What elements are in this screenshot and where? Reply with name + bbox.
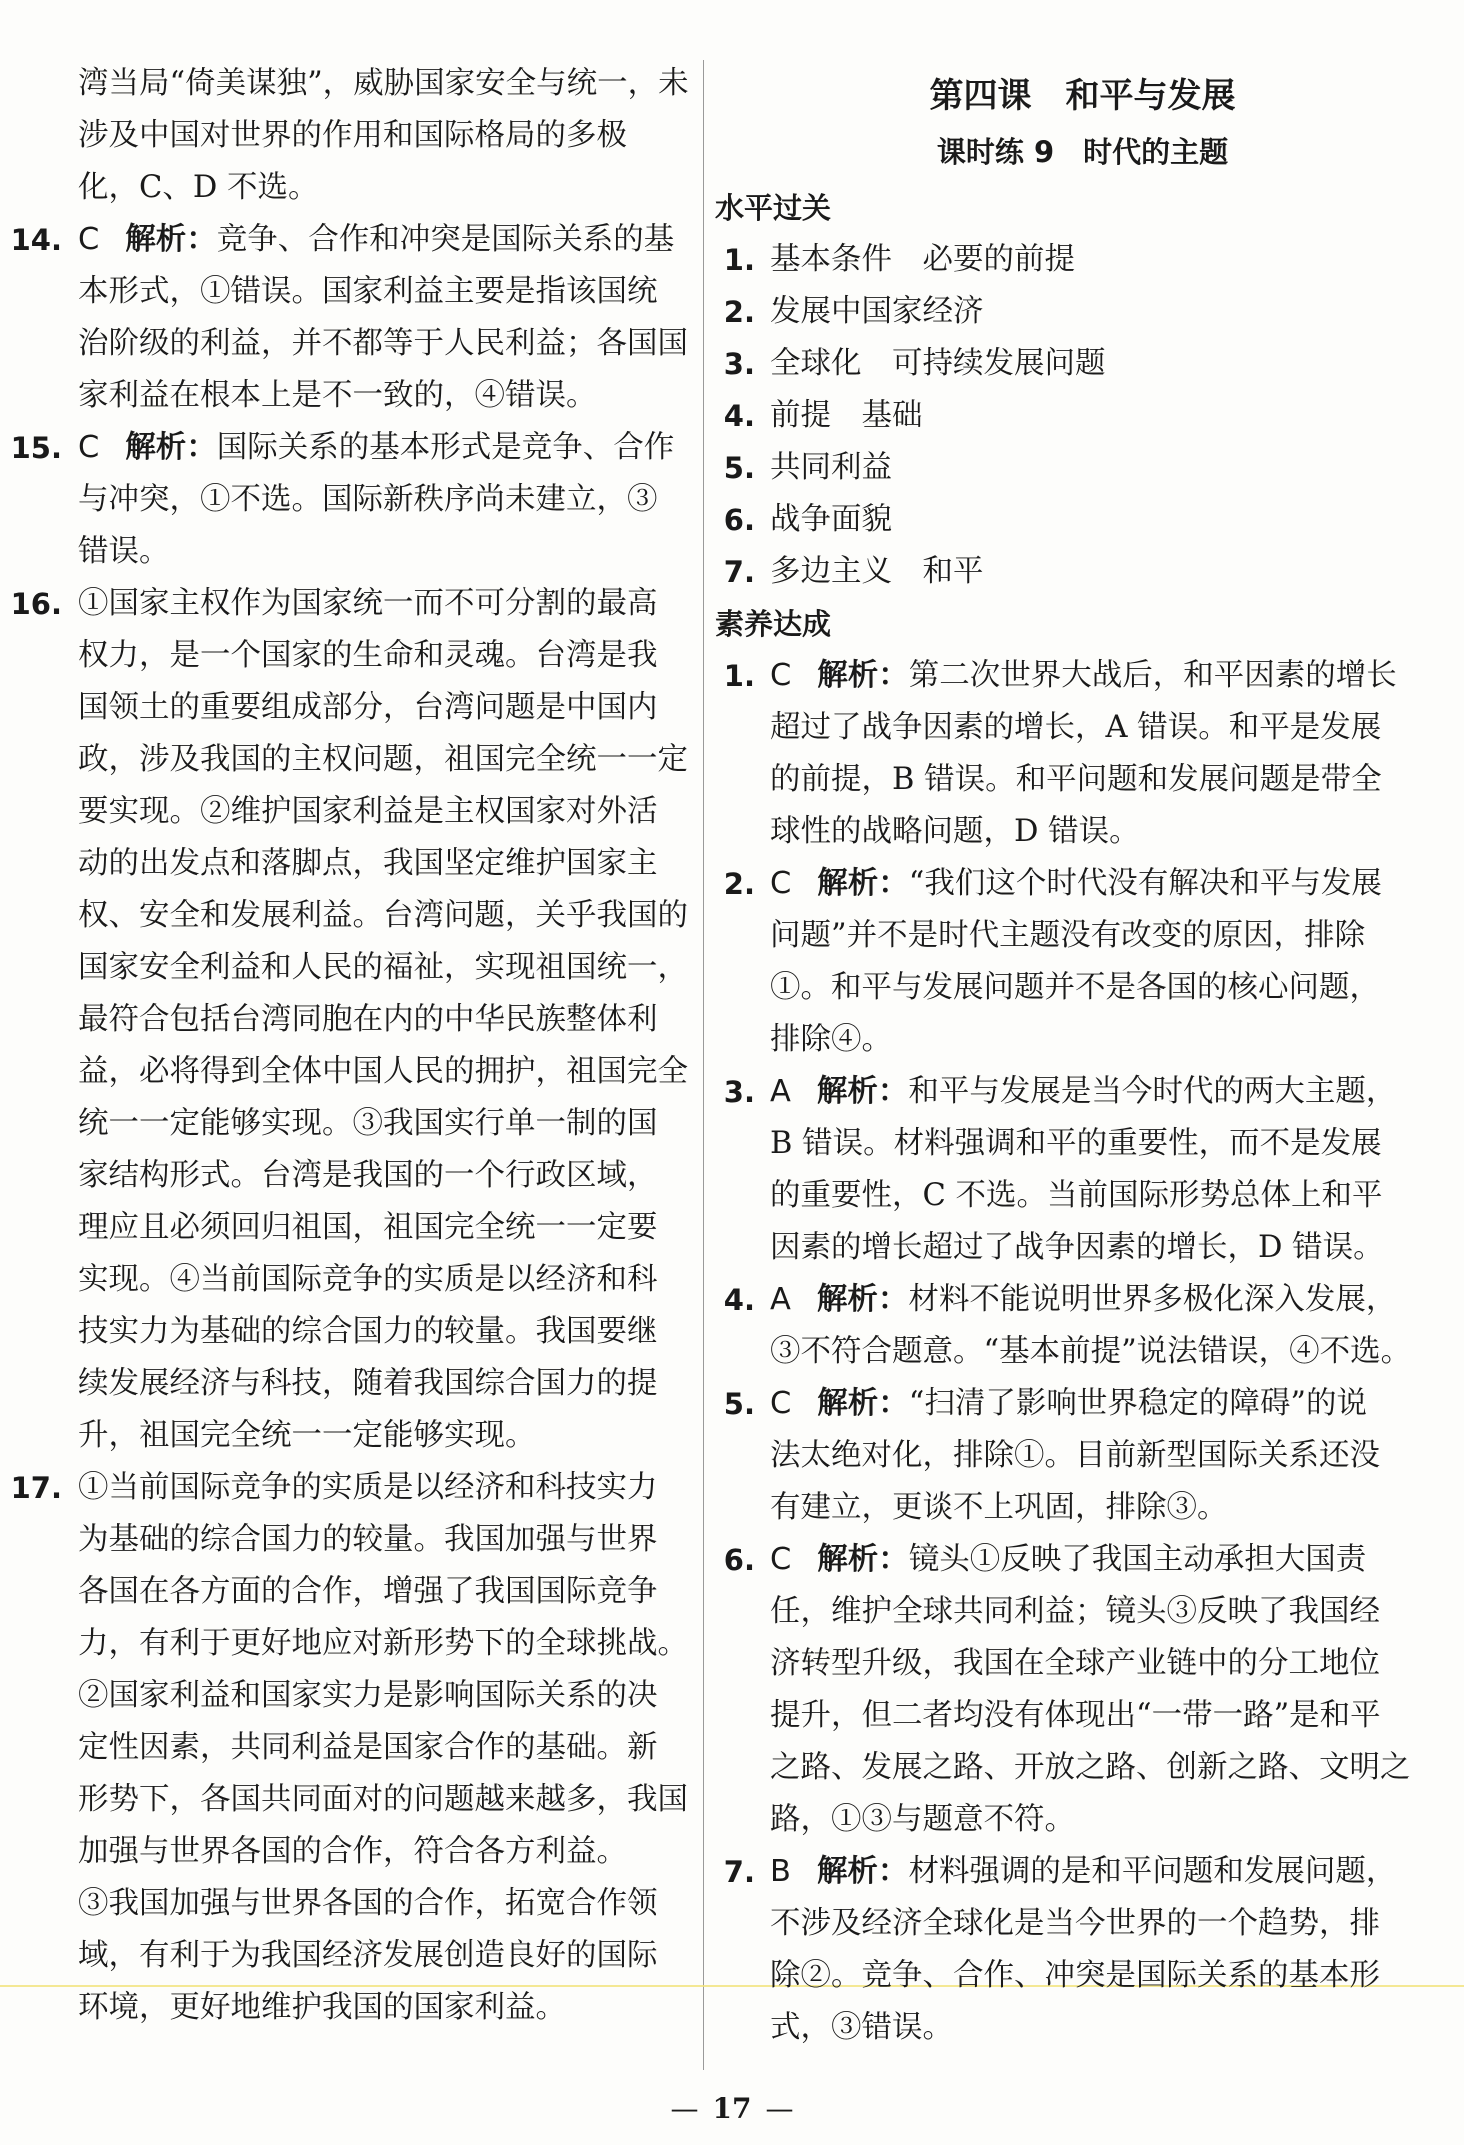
answer-choice: C <box>770 866 792 901</box>
text-line: ①当前国际竞争的实质是以经济和科技实力 <box>78 1470 658 1505</box>
text-line: 为基础的综合国力的较量。我国加强与世界 <box>78 1522 658 1557</box>
answer-item <box>0 214 690 422</box>
answer-item <box>715 1378 1450 1534</box>
right-column <box>715 58 1450 2054</box>
text-line: 理应且必须回归祖国，祖国完全统一一定要 <box>78 1210 658 1245</box>
text-line: 错误。 <box>78 534 170 569</box>
text-line: 域，有利于为我国经济发展创造良好的国际 <box>78 1938 658 1973</box>
analysis-label: 解析： <box>816 1282 909 1317</box>
item-number: 1. <box>723 659 755 693</box>
text-line: 路，①③与题意不符。 <box>770 1802 1075 1837</box>
text-line: 权力，是一个国家的生命和灵魂。台湾是我 <box>78 638 658 673</box>
answer-item <box>715 1274 1450 1378</box>
text-line: 治阶级的利益，并不都等于人民利益；各国国 <box>78 326 688 361</box>
text-line: “扫清了影响世界稳定的障碍”的说 <box>908 1386 1367 1421</box>
text-line: 湾当局“倚美谋独”，威胁国家安全与统一，未 <box>78 66 689 101</box>
item-number: 4. <box>723 399 755 433</box>
text-line: 有建立，更谈不上巩固，排除③。 <box>770 1490 1228 1525</box>
text-line: 实现。④当前国际竞争的实质是以经济和科 <box>78 1262 658 1297</box>
section-heading: 水平过关 <box>715 191 832 225</box>
text-line: 动的出发点和落脚点，我国坚定维护国家主 <box>78 846 658 881</box>
answer-item <box>715 1066 1450 1274</box>
answer-choice: B <box>770 1854 791 1889</box>
item-number: 7. <box>723 555 755 589</box>
analysis-label: 解析： <box>816 1854 909 1889</box>
item-number: 6. <box>723 503 755 537</box>
text-line: 提升，但二者均没有体现出“一带一路”是和平 <box>770 1698 1381 1733</box>
item-number: 2. <box>723 867 755 901</box>
item-number: 7. <box>723 1855 755 1889</box>
text-line: 国家安全利益和人民的福祉，实现祖国统一， <box>78 950 688 985</box>
text-line: 因素的增长超过了战争因素的增长，D 错误。 <box>770 1230 1384 1265</box>
item-number: 4. <box>723 1283 755 1317</box>
answer-item <box>0 422 690 578</box>
basic-item <box>715 338 1450 390</box>
text-line: 排除④。 <box>770 1022 892 1057</box>
text-line: 超过了战争因素的增长，A 错误。和平是发展 <box>770 710 1382 745</box>
text-line: 不涉及经济全球化是当今世界的一个趋势，排 <box>770 1906 1380 1941</box>
text-line: 化，C、D 不选。 <box>78 170 319 205</box>
analysis-label: 解析： <box>817 1542 909 1577</box>
basic-item <box>715 494 1450 546</box>
text-line: 本形式，①错误。国家利益主要是指该国统 <box>78 274 658 309</box>
text-line: 权、安全和发展利益。台湾问题，关乎我国的 <box>78 898 688 933</box>
answer-choice: C <box>770 658 792 693</box>
text-line: 式，③错误。 <box>770 2010 953 2045</box>
analysis-label: 解析： <box>125 222 217 257</box>
text-line: 家利益在根本上是不一致的，④错误。 <box>78 378 597 413</box>
text-line: 最符合包括台湾同胞在内的中华民族整体利 <box>78 1002 658 1037</box>
text-line: 与冲突，①不选。国际新秩序尚未建立，③ <box>78 482 658 517</box>
item-number: 3. <box>723 347 755 381</box>
text-line: 要实现。②维护国家利益是主权国家对外活 <box>78 794 658 829</box>
item-number: 16. <box>10 587 62 621</box>
answer-choice: C <box>78 430 100 465</box>
basic-item <box>715 390 1450 442</box>
text-line: 家结构形式。台湾是我国的一个行政区域， <box>78 1158 658 1193</box>
text-line: 政，涉及我国的主权问题，祖国完全统一一定 <box>78 742 688 777</box>
analysis-label: 解析： <box>817 1386 909 1421</box>
text-line: 加强与世界各国的合作，符合各方利益。 <box>78 1834 627 1869</box>
answer-item <box>0 578 690 1462</box>
page-number: 17 <box>712 2092 752 2125</box>
text-line: ②国家利益和国家实力是影响国际关系的决 <box>78 1678 658 1713</box>
item-number: 14. <box>10 223 62 257</box>
text-line: 除②。竞争、合作、冲突是国际关系的基本形 <box>770 1958 1380 1993</box>
text-line: 济转型升级，我国在全球产业链中的分工地位 <box>770 1646 1380 1681</box>
text-line: 国际关系的基本形式是竞争、合作 <box>216 430 675 465</box>
basic-answer: 共同利益 <box>770 450 892 485</box>
text-line: 形势下，各国共同面对的问题越来越多，我国 <box>78 1782 688 1817</box>
answer-choice: A <box>770 1282 791 1317</box>
item-number: 3. <box>723 1075 755 1109</box>
answer-choice: A <box>770 1074 791 1109</box>
basic-item <box>715 546 1450 598</box>
text-line: 球性的战略问题，D 错误。 <box>770 814 1140 849</box>
text-line: 环境，更好地维护我国的国家利益。 <box>78 1990 566 2025</box>
text-line: ③不符合题意。“基本前提”说法错误，④不选。 <box>770 1334 1412 1369</box>
text-line: 国领土的重要组成部分，台湾问题是中国内 <box>78 690 658 725</box>
text-line: ①。和平与发展问题并不是各国的核心问题， <box>770 970 1380 1005</box>
answer-choice: C <box>770 1386 792 1421</box>
text-line: “我们这个时代没有解决和平与发展 <box>908 866 1382 901</box>
text-line: 的重要性，C 不选。当前国际形势总体上和平 <box>770 1178 1383 1213</box>
text-line: 之路、发展之路、开放之路、创新之路、文明之 <box>770 1750 1411 1785</box>
answer-choice: C <box>770 1542 792 1577</box>
text-line: 力，有利于更好地应对新形势下的全球挑战。 <box>78 1626 688 1661</box>
answer-item <box>715 1534 1450 1846</box>
basic-item <box>715 234 1450 286</box>
text-line: ①国家主权作为国家统一而不可分割的最高 <box>78 586 658 621</box>
section-heading: 素养达成 <box>715 607 832 641</box>
basic-item <box>715 442 1450 494</box>
basic-item <box>715 286 1450 338</box>
item-number: 5. <box>723 451 755 485</box>
item-number: 2. <box>723 295 755 329</box>
text-line: 各国在各方面的合作，增强了我国国际竞争 <box>78 1574 658 1609</box>
column-divider <box>703 60 704 2070</box>
basic-answer: 战争面貌 <box>770 502 892 537</box>
text-line: 技实力为基础的综合国力的较量。我国要继 <box>78 1314 658 1349</box>
text-line: 材料强调的是和平问题和发展问题， <box>908 1854 1397 1889</box>
text-line: 的前提，B 错误。和平问题和发展问题是带全 <box>770 762 1382 797</box>
basic-answer: 发展中国家经济 <box>770 294 984 329</box>
answer-item <box>715 650 1450 858</box>
answer-item <box>0 1462 690 2034</box>
text-line: 第二次世界大战后，和平因素的增长 <box>908 658 1397 693</box>
text-line: 竞争、合作和冲突是国际关系的基 <box>216 222 675 257</box>
exercise-title: 课时练 9 时代的主题 <box>936 135 1229 169</box>
footer-dash: — <box>670 2092 699 2125</box>
continued-paragraph <box>0 58 690 214</box>
text-line: 任，维护全球共同利益；镜头③反映了我国经 <box>770 1594 1380 1629</box>
text-line: B 错误。材料强调和平的重要性，而不是发展 <box>770 1126 1382 1161</box>
analysis-label: 解析： <box>125 430 217 465</box>
text-line: 问题”并不是时代主题没有改变的原因，排除 <box>770 918 1366 953</box>
item-number: 15. <box>10 431 62 465</box>
item-number: 17. <box>10 1471 62 1505</box>
text-line: 升，祖国完全统一一定能够实现。 <box>78 1418 536 1453</box>
page-footer <box>0 2092 1464 2125</box>
lesson-title: 第四课 和平与发展 <box>929 76 1236 116</box>
item-number: 5. <box>723 1387 755 1421</box>
answer-choice: C <box>78 222 100 257</box>
text-line: 益，必将得到全体中国人民的拥护，祖国完全 <box>78 1054 688 1089</box>
analysis-label: 解析： <box>817 866 909 901</box>
basic-answer: 基本条件 必要的前提 <box>770 242 1075 277</box>
analysis-label: 解析： <box>817 658 909 693</box>
answer-item <box>715 1846 1450 2054</box>
text-line: 定性因素，共同利益是国家合作的基础。新 <box>78 1730 658 1765</box>
text-line: 续发展经济与科技，随着我国综合国力的提 <box>78 1366 658 1401</box>
footer-dash: — <box>765 2092 794 2125</box>
text-line: 和平与发展是当今时代的两大主题， <box>908 1074 1397 1109</box>
analysis-label: 解析： <box>816 1074 909 1109</box>
text-line: 镜头①反映了我国主动承担大国责 <box>908 1542 1367 1577</box>
text-line: 法太绝对化，排除①。目前新型国际关系还没 <box>770 1438 1380 1473</box>
text-line: 材料不能说明世界多极化深入发展， <box>908 1282 1397 1317</box>
text-line: 统一一定能够实现。③我国实行单一制的国 <box>78 1106 658 1141</box>
item-number: 6. <box>723 1543 755 1577</box>
text-line: ③我国加强与世界各国的合作，拓宽合作领 <box>78 1886 658 1921</box>
text-line: 涉及中国对世界的作用和国际格局的多极 <box>78 118 627 153</box>
answer-item <box>715 858 1450 1066</box>
basic-answer: 全球化 可持续发展问题 <box>770 346 1106 381</box>
item-number: 1. <box>723 243 755 277</box>
basic-answer: 前提 基础 <box>770 398 923 433</box>
left-column <box>0 58 690 2034</box>
basic-answer: 多边主义 和平 <box>770 554 984 589</box>
